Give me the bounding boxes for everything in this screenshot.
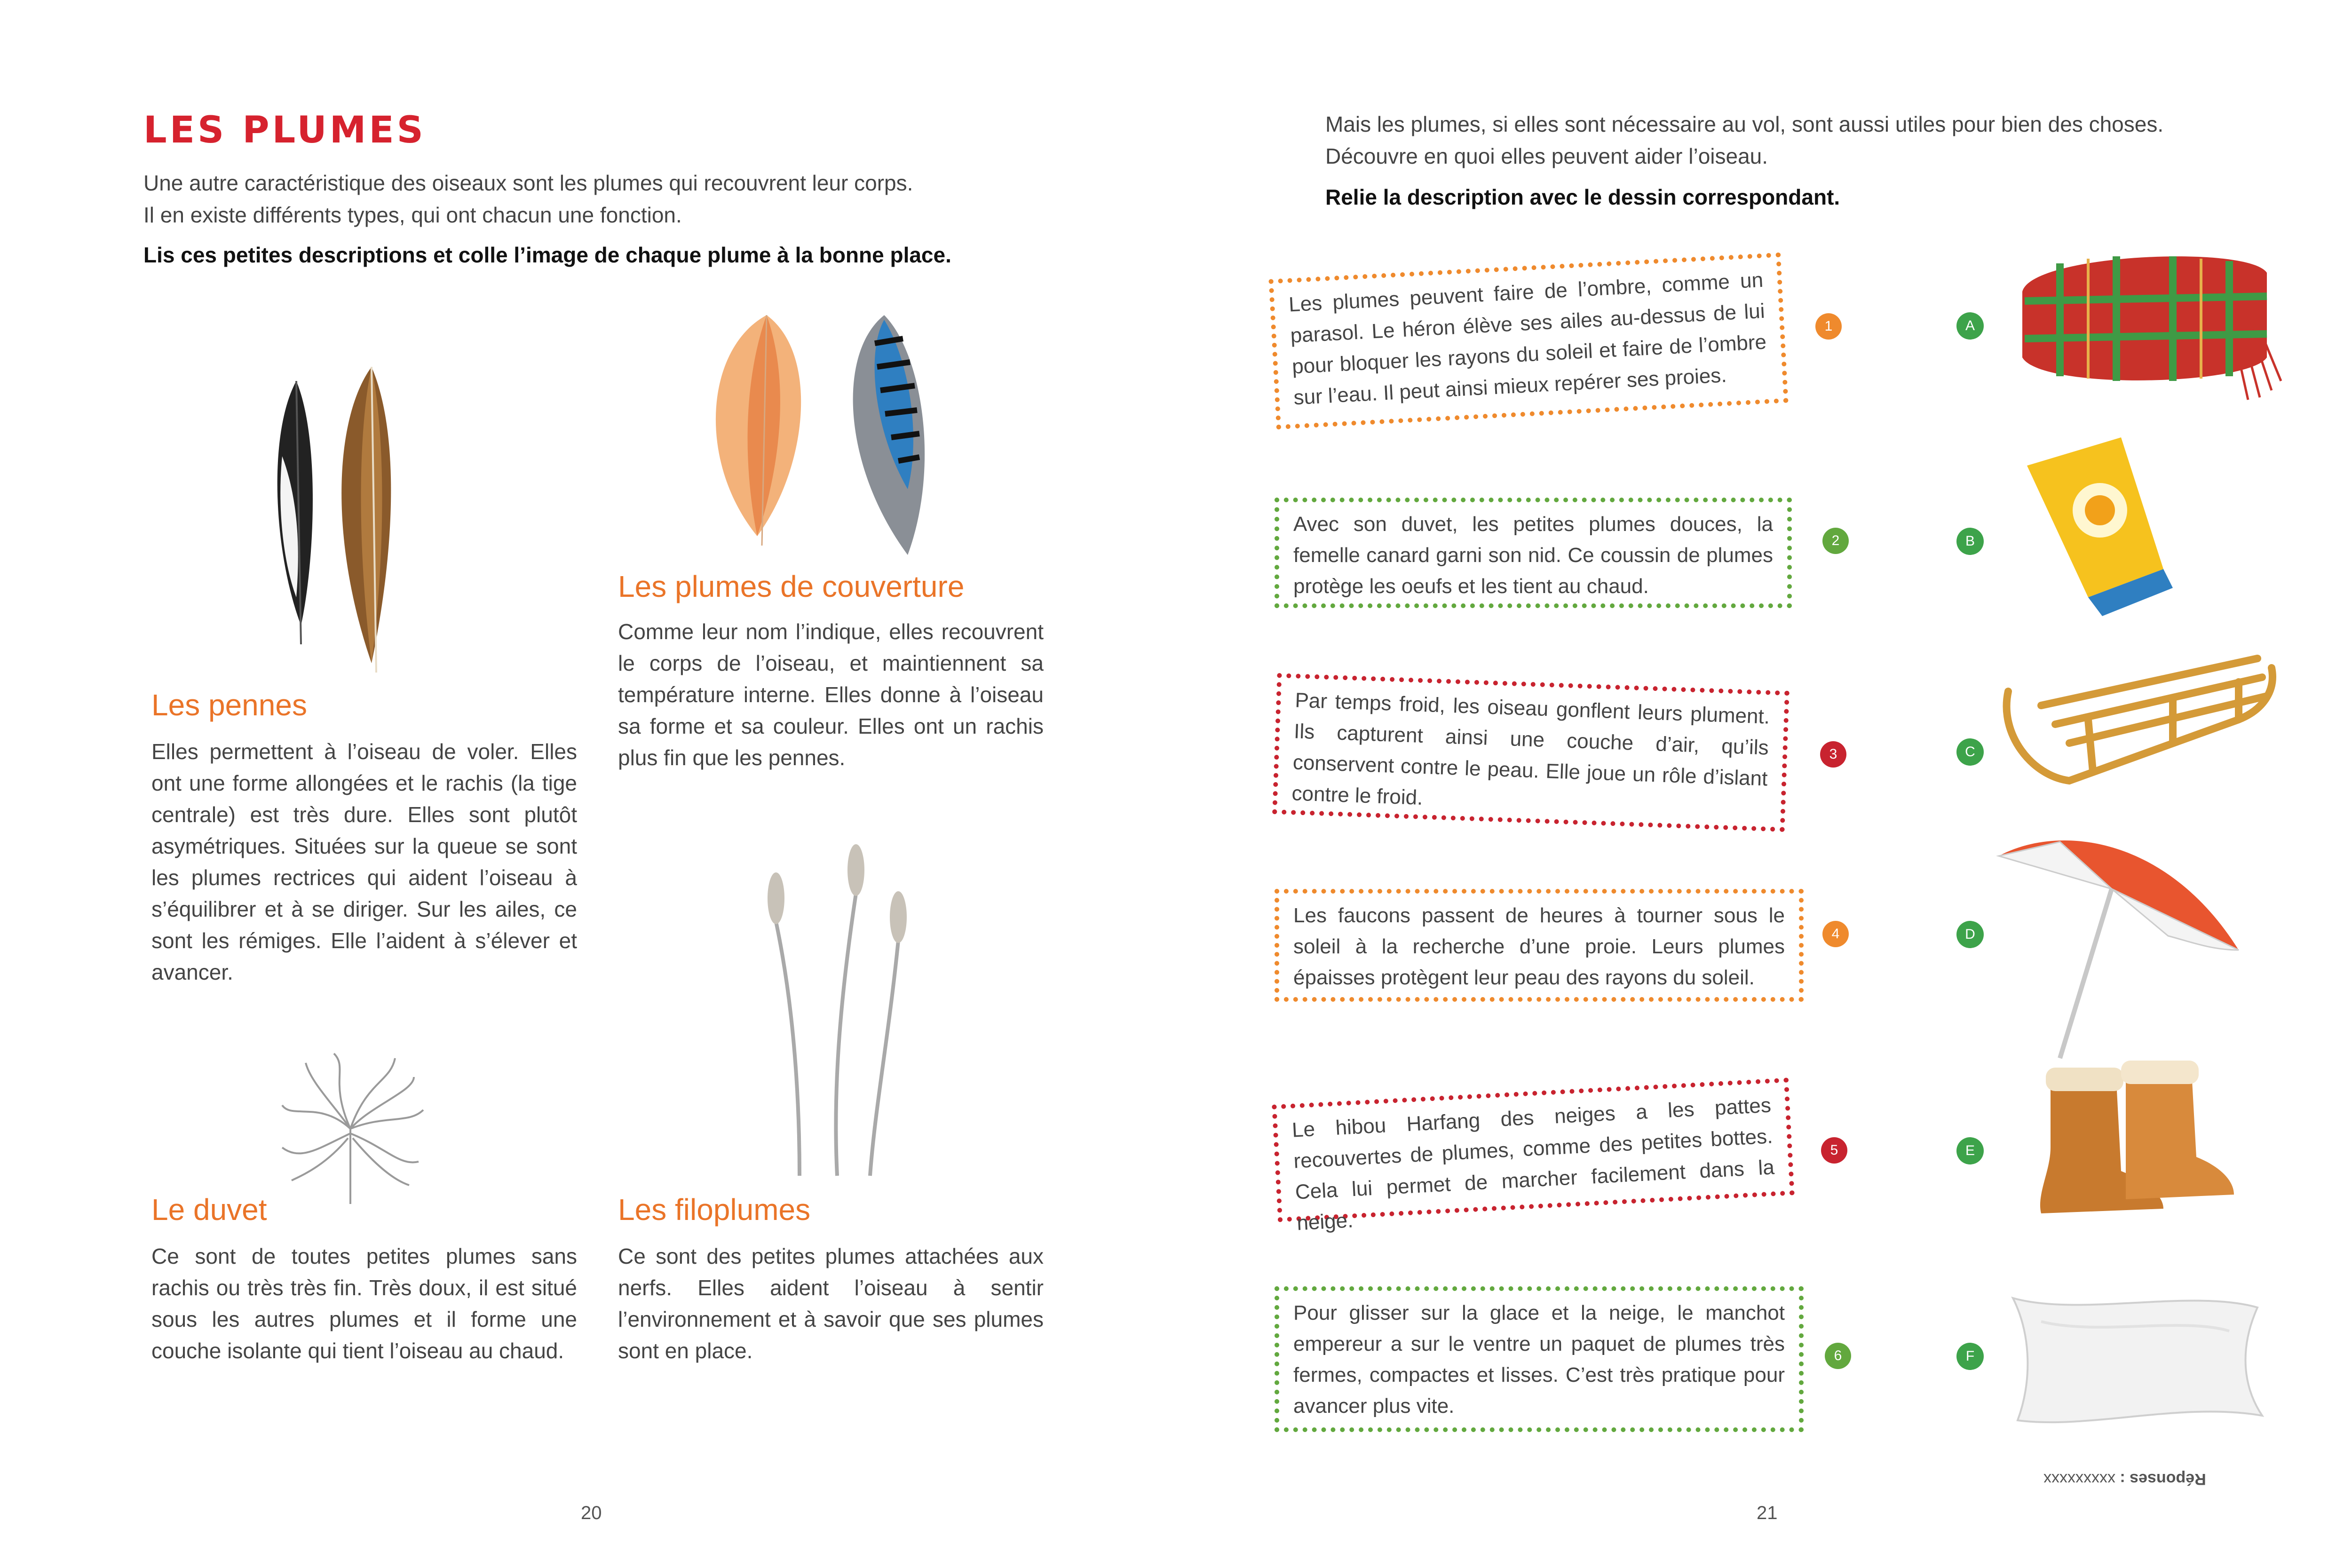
section-text-filoplumes: Ce sont des petites plumes attachées aux nerfs. Elles aident l’oiseau à sentir l’environnement et à savoir que ses plumes sont en place. [618,1244,1044,1363]
description-number-1[interactable]: 1 [1815,313,1842,340]
instruction: Lis ces petites descriptions et colle l’image de chaque plume à la bonne place. [143,243,951,267]
duvet-illustration [273,1053,428,1209]
section-title-filoplumes: Les filoplumes [618,1193,811,1227]
blanket-icon[interactable] [2003,235,2286,414]
choice-letter-d[interactable]: D [1956,921,1984,948]
description-number-5[interactable]: 5 [1821,1137,1847,1164]
couverture-feathers-illustration [687,310,969,555]
section-title-couverture: Les plumes de couverture [618,570,965,603]
choice-letter-b[interactable]: B [1956,528,1984,555]
choice-letter-a[interactable]: A [1956,312,1984,340]
sled-icon[interactable] [1994,649,2286,800]
pennes-feathers-illustration [263,362,404,663]
page-title: LES PLUMES [143,109,426,151]
right-instruction: Relie la description avec le dessin correspondant. [1325,185,1840,209]
sunscreen-icon[interactable] [2013,433,2192,621]
description-number-2[interactable]: 2 [1822,528,1849,554]
parasol-icon[interactable] [1989,828,2253,1063]
section-title-pennes: Les pennes [151,688,307,722]
section-text-couverture: Comme leur nom l’indique, elles recouvrent le corps de l’oiseau, et maintiennent sa température interne. Elles donne à l’oiseau sa forme et sa couleur. Elles ont un rachis plus fin que les pennes. [618,619,1044,770]
section-title-duvet: Le duvet [151,1193,267,1227]
right-intro-text: Mais les plumes, si elles sont nécessaire au vol, sont aussi utiles pour bien des choses. Découvre en quoi elles peuvent aider l’oiseau. [1325,112,2164,168]
description-number-3[interactable]: 3 [1820,741,1846,768]
answers-line: Réponses : xxxxxxxxx [2043,1470,2206,1488]
description-box-1: Les plumes peuvent faire de l’ombre, comme un parasol. Le héron élève ses ailes au-dessus de lui pour bloquer les rayons du soleil et faire de l’ombre sur l’eau. Il peut ainsi mieux repérer ses proies. [1268,253,1788,430]
description-number-6[interactable]: 6 [1825,1343,1851,1369]
intro-text: Une autre caractéristique des oiseaux sont les plumes qui recouvrent leur corps. Il en existe différents types, qui ont chacun une fonction. [143,171,913,227]
choice-letter-f[interactable]: F [1956,1343,1984,1370]
description-box-5: Le hibou Harfang des neiges a les pattes recouvertes de plumes, comme des petites bottes. Cela lui permet de marcher facilement dans la neige. [1272,1077,1795,1222]
page-number-left: 20 [581,1503,602,1523]
page-number-right: 21 [1757,1503,1778,1523]
pillow-icon[interactable] [2003,1279,2267,1434]
description-box-2: Avec son duvet, les petites plumes douces, la femelle canard garni son nid. Ce coussin de plumes protège les oeufs et les tient au chaud. [1275,498,1792,608]
boots-icon[interactable] [2022,1053,2239,1242]
description-box-4: Les faucons passent de heures à tourner sous le soleil à la recherche d’une proie. Leurs plumes épaisses protègent leur peau des rayons du soleil. [1275,889,1804,1002]
choice-letter-c[interactable]: C [1956,738,1984,766]
choice-letter-e[interactable]: E [1956,1137,1984,1164]
section-text-duvet: Ce sont de toutes petites plumes sans rachis ou très très fin. Très doux, il est situé sous les autres plumes et il forme une couche isolante qui tient l’oiseau au chaud. [151,1244,577,1363]
description-box-3: Par temps froid, les oiseau gonflent leurs plument. Ils capturent ainsi une couche d’air, qu’ils conservent contre le peau. Elle joue un rôle d’islant contre le froid. [1272,673,1790,832]
filoplumes-illustration [757,847,917,1185]
description-box-6: Pour glisser sur la glace et la neige, le manchot empereur a sur le ventre un paquet de plumes très fermes, compactes et lisses. C’est très pratique pour avancer plus vite. [1275,1286,1804,1432]
section-text-pennes: Elles permettent à l’oiseau de voler. Elles ont une forme allongées et le rachis (la tige centrale) est très dure. Elles sont plutôt asymétriques. Situées sur la queue se sont les plumes rectrices qui aident l’oiseau à s’équilibrer et à se diriger. Sur les ailes, ce sont les rémiges. Elle l’aident à s’élever et avancer. [151,739,577,984]
description-number-4[interactable]: 4 [1822,921,1849,947]
